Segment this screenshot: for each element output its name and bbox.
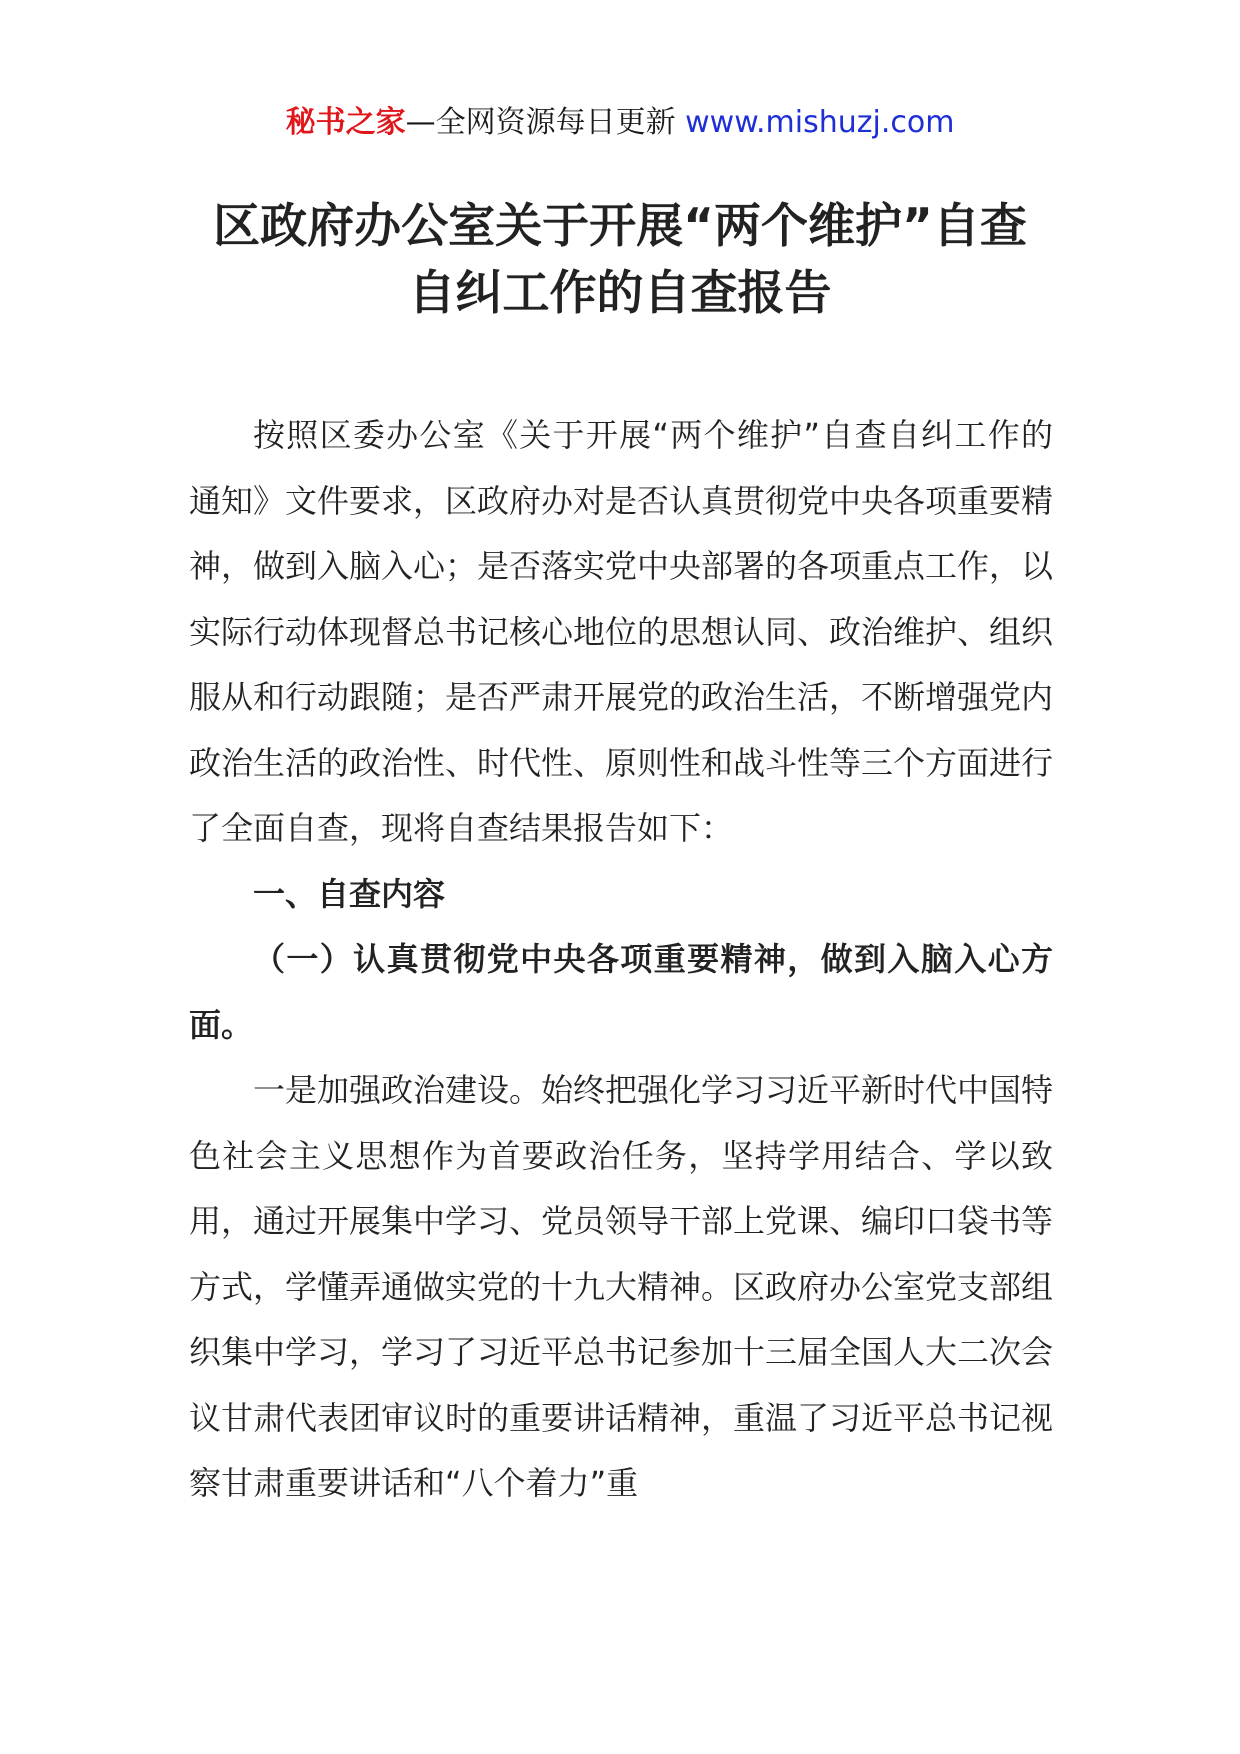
document-title: [0, 193, 1240, 327]
title-line-1: 区政府办公室关于开展“两个维护”自查: [213, 199, 1027, 254]
subsection-heading: （一）认真贯彻党中央各项重要精神，做到入脑入心方面。: [189, 940, 1053, 1044]
body-paragraph: 一是加强政治建设。始终把强化学习习近平新时代中国特色社会主义思想作为首要政治任务，坚持学用结合、学以致用，通过开展集中学习、党员领导干部上党课、编印口袋书等方式，学懂弄通做实党的十九大精神。区政府办公室党支部组织集中学习，学习了习近平总书记参加十三届全国人大二次会议甘肃代表团审议时的重要讲话精神，重温了习近平总书记视察甘肃重要讲话和“八个着力”重: [189, 1071, 1054, 1502]
site-header: [0, 103, 1240, 143]
site-brand: 秘书之家: [285, 105, 406, 140]
document-body: [189, 403, 1053, 1517]
site-tagline: —全网资源每日更新: [405, 105, 676, 140]
section-heading: 一、自查内容: [253, 874, 446, 913]
intro-paragraph: 按照区委办公室《关于开展“两个维护”自查自纠工作的通知》文件要求，区政府办对是否认真贯彻党中央各项重要精神，做到入脑入心；是否落实党中央部署的各项重点工作，以实际行动体现督总书记核心地位的思想认同、政治维护、组织服从和行动跟随；是否严肃开展党的政治生活，不断增强党内政治生活的政治性、时代性、原则性和战斗性等三个方面进行了全面自查，现将自查结果报告如下：: [189, 416, 1054, 847]
site-url[interactable]: www.mishuzj.com: [685, 105, 955, 140]
title-line-2: 自纠工作的自查报告: [408, 266, 832, 321]
